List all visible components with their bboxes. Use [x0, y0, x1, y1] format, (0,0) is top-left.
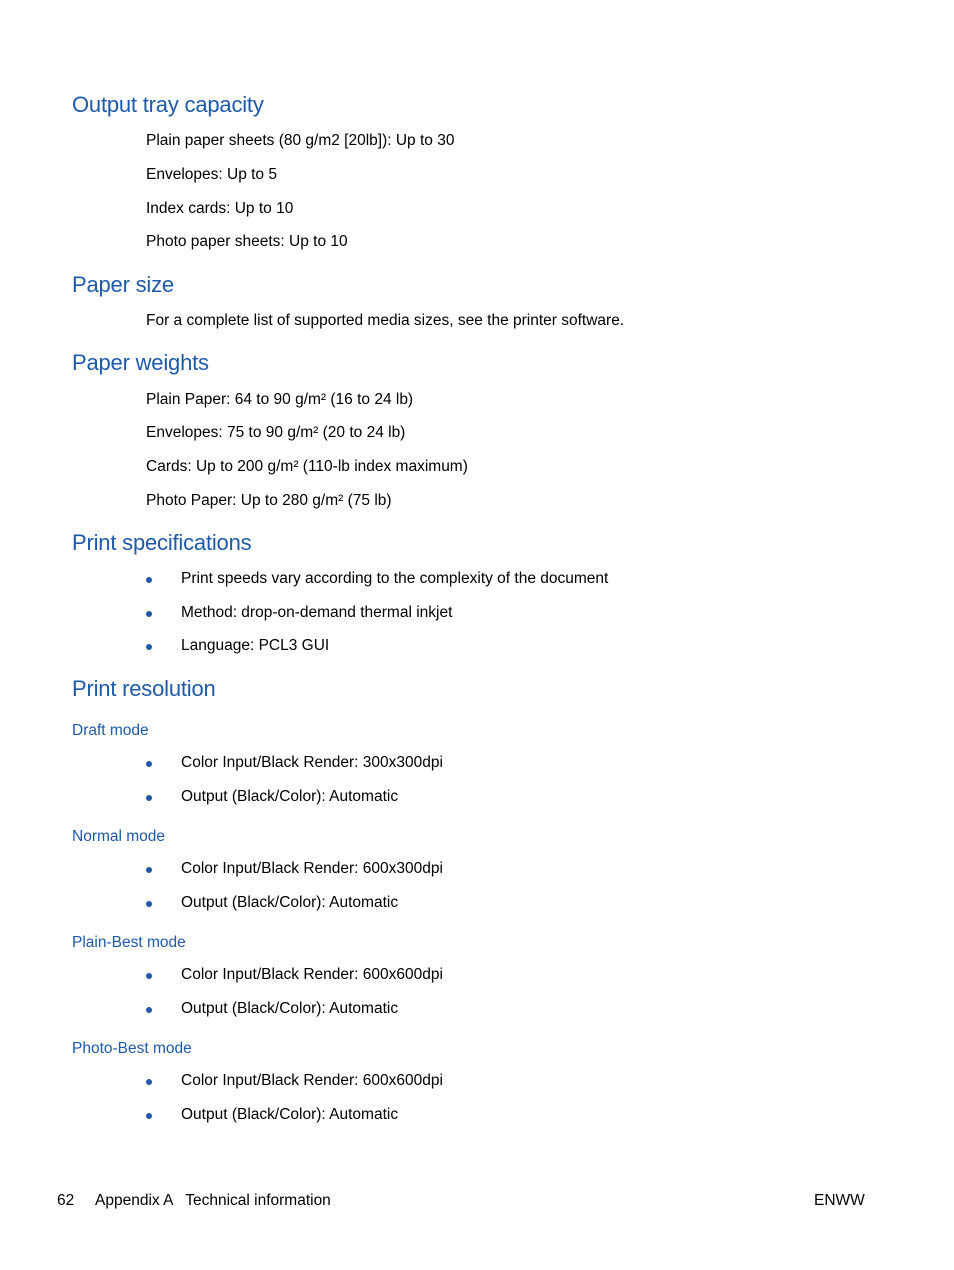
list-item-text: Output (Black/Color): Automatic — [181, 1106, 399, 1123]
list-item-text: Output (Black/Color): Automatic — [181, 788, 399, 805]
subheading-normal-mode: Normal mode — [72, 828, 166, 845]
bullet-icon — [146, 867, 152, 873]
paper-weight-item: Cards: Up to 200 g/m² (110-lb index maximum) — [146, 458, 468, 475]
bullet-icon — [146, 973, 152, 979]
bullet-icon — [146, 1113, 152, 1119]
output-tray-item: Photo paper sheets: Up to 10 — [146, 233, 348, 250]
bullet-icon — [146, 1007, 152, 1013]
list-item-text: Color Input/Black Render: 300x300dpi — [181, 754, 443, 771]
list-item-text: Method: drop-on-demand thermal inkjet — [181, 604, 453, 621]
bullet-icon — [146, 901, 152, 907]
list-item-text: Output (Black/Color): Automatic — [181, 1000, 399, 1017]
subheading-photo-best-mode: Photo-Best mode — [72, 1040, 192, 1057]
paper-weight-item: Envelopes: 75 to 90 g/m² (20 to 24 lb) — [146, 424, 406, 441]
bullet-icon — [146, 1079, 152, 1085]
heading-output-tray-capacity: Output tray capacity — [72, 92, 264, 117]
list-item-text: Color Input/Black Render: 600x300dpi — [181, 860, 443, 877]
paper-size-text: For a complete list of supported media sizes, see the printer software. — [146, 312, 625, 329]
bullet-icon — [146, 761, 152, 767]
list-item-text: Color Input/Black Render: 600x600dpi — [181, 966, 443, 983]
subheading-draft-mode: Draft mode — [72, 722, 149, 739]
list-item-text: Language: PCL3 GUI — [181, 637, 330, 654]
paper-weight-item: Photo Paper: Up to 280 g/m² (75 lb) — [146, 492, 392, 509]
paper-weight-item: Plain Paper: 64 to 90 g/m² (16 to 24 lb) — [146, 391, 414, 408]
list-item-text: Color Input/Black Render: 600x600dpi — [181, 1072, 443, 1089]
footer-right-label: ENWW — [814, 1192, 865, 1209]
footer-section-title: Appendix A Technical information — [95, 1192, 331, 1209]
bullet-icon — [146, 644, 152, 650]
output-tray-item: Index cards: Up to 10 — [146, 200, 294, 217]
page-number: 62 — [57, 1192, 75, 1209]
bullet-icon — [146, 611, 152, 617]
list-item-text: Output (Black/Color): Automatic — [181, 894, 399, 911]
heading-print-specifications: Print specifications — [72, 530, 252, 555]
heading-print-resolution: Print resolution — [72, 676, 216, 701]
subheading-plain-best-mode: Plain-Best mode — [72, 934, 186, 951]
bullet-icon — [146, 795, 152, 801]
heading-paper-size: Paper size — [72, 272, 174, 297]
heading-paper-weights: Paper weights — [72, 350, 209, 375]
output-tray-item: Plain paper sheets (80 g/m2 [20lb]): Up to 30 — [146, 132, 455, 149]
bullet-icon — [146, 577, 152, 583]
list-item-text: Print speeds vary according to the complexity of the document — [181, 570, 609, 587]
output-tray-item: Envelopes: Up to 5 — [146, 166, 277, 183]
